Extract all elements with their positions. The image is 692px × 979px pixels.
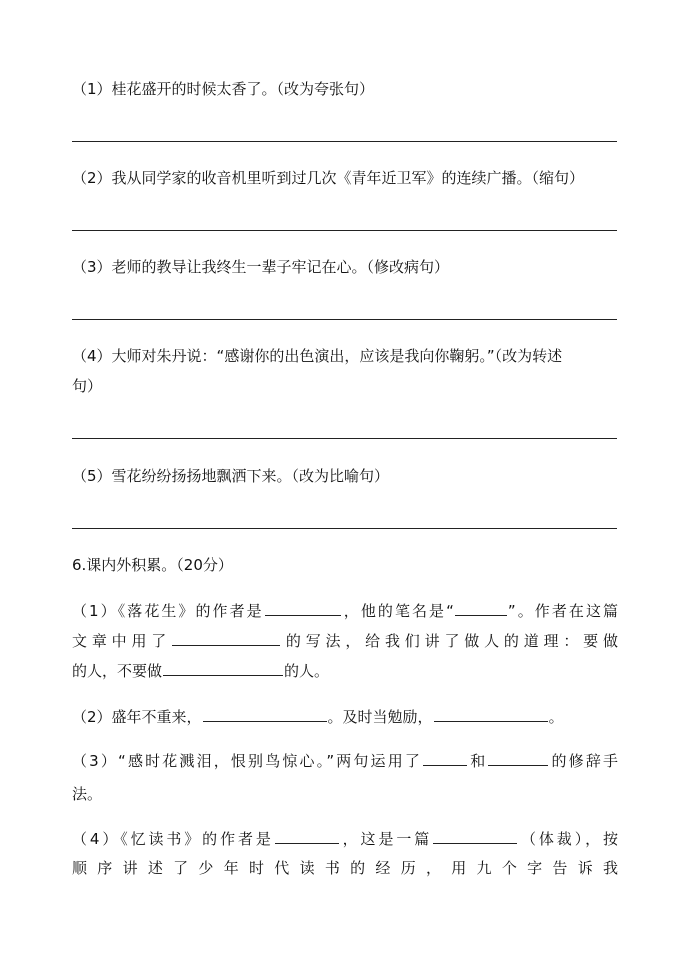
- blank-poem-line-2[interactable]: [434, 706, 548, 722]
- q5-item-4-line1: （4）大师对朱丹说：“感谢你的出色演出，应该是我向你鞠躬。”（改为转述: [72, 347, 563, 365]
- q6-item-4-line2: 顺序讲述了少年时代读书的经历，用九个字告诉我: [72, 859, 618, 877]
- answer-line-3[interactable]: [72, 319, 617, 320]
- q6-item-3-line2: 法。: [72, 785, 103, 803]
- blank-not-be[interactable]: [163, 660, 283, 676]
- blank-rhetoric-1[interactable]: [423, 750, 467, 766]
- blank-writing-method[interactable]: [172, 630, 280, 646]
- q5-item-5: （5）雪花纷纷扬扬地飘洒下来。（改为比喻句）: [72, 467, 390, 485]
- blank-genre[interactable]: [433, 828, 517, 844]
- q6-item-3-line1: （3）“感时花溅泪，恨别鸟惊心。”两句运用了 和 的修辞手: [72, 752, 618, 770]
- q5-item-3: （3）老师的教导让我终生一辈子牢记在心。（修改病句）: [72, 258, 450, 276]
- blank-author[interactable]: [265, 600, 341, 616]
- answer-line-4[interactable]: [72, 438, 617, 439]
- q6-item-4-line1: （4）《忆读书》的作者是 ，这是一篇 （体裁），按: [72, 830, 618, 848]
- blank-poem-line-1[interactable]: [203, 706, 327, 722]
- answer-line-5[interactable]: [72, 528, 617, 529]
- q6-item-1-line3: 的人，不要做 的人。: [72, 662, 330, 680]
- q6-item-1-line1: （1）《落花生》的作者是 ，他的笔名是“ ”。作者在这篇: [72, 602, 618, 620]
- blank-rhetoric-2[interactable]: [488, 750, 548, 766]
- q6-item-1-line2: 文章中用了 的写法，给我们讲了做人的道理：要做: [72, 632, 618, 650]
- blank-pen-name[interactable]: [455, 600, 507, 616]
- q5-item-4-line2: 句）: [72, 377, 103, 395]
- q6-item-2: （2）盛年不重来， 。及时当勉励， 。: [72, 708, 564, 726]
- q6-heading: 6.课内外积累。（20分）: [72, 556, 233, 574]
- q5-item-2: （2）我从同学家的收音机里听到过几次《青年近卫军》的连续广播。（缩句）: [72, 169, 585, 187]
- answer-line-1[interactable]: [72, 141, 617, 142]
- answer-line-2[interactable]: [72, 230, 617, 231]
- blank-author-2[interactable]: [275, 828, 339, 844]
- q5-item-1: （1）桂花盛开的时候太香了。（改为夸张句）: [72, 80, 375, 98]
